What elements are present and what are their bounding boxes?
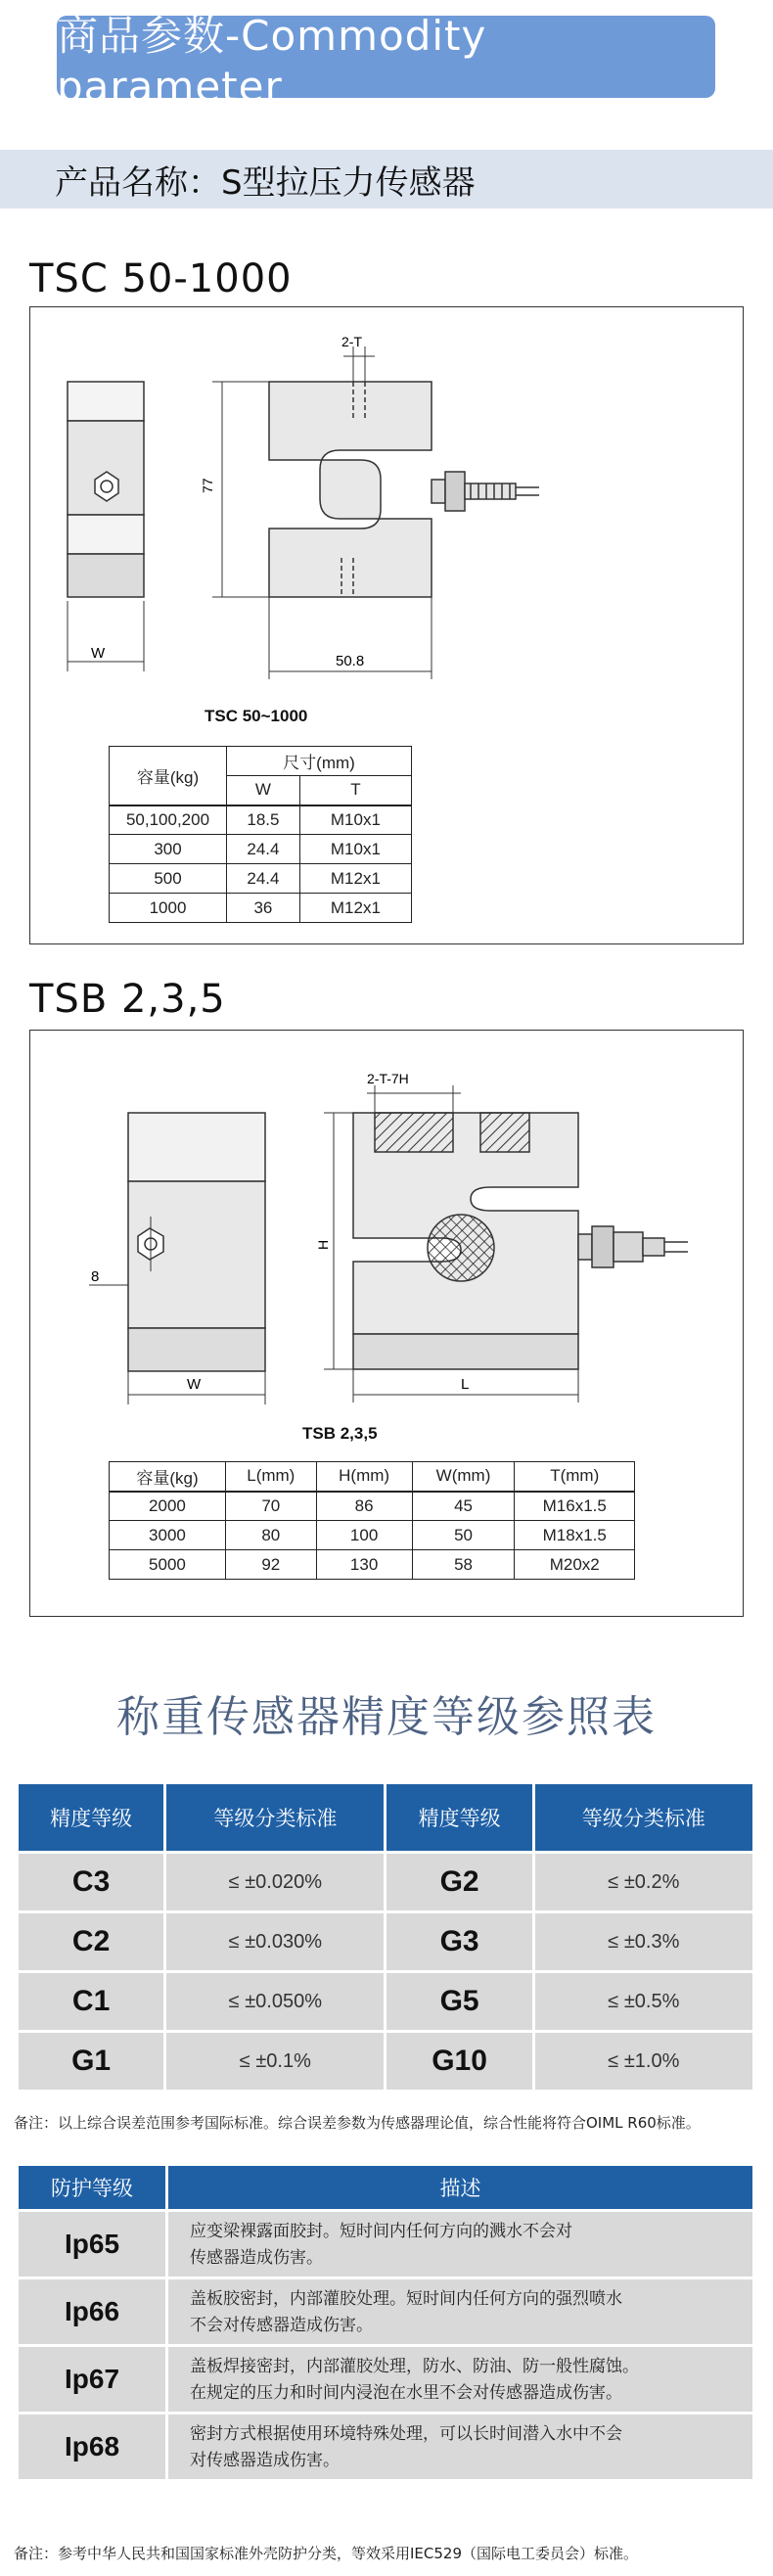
tsb-h-cell: 130 [316, 1550, 412, 1580]
protection-code: Ip66 [19, 2279, 165, 2344]
tsc-height-label: 77 [200, 478, 215, 493]
tsb-header-capacity: 容量(kg) [110, 1462, 226, 1492]
protection-grade-table [16, 2163, 755, 2482]
tsc-front-view [269, 382, 432, 597]
tsc-capacity-cell: 300 [110, 835, 227, 864]
tsb-side-view [128, 1113, 265, 1371]
tsb-hole-label: 8 [91, 1268, 100, 1285]
tsb-h-cell: 100 [316, 1521, 412, 1550]
tsc-capacity-cell: 50,100,200 [110, 805, 227, 835]
description-line: 不会对传感器造成伤害。 [190, 2316, 373, 2334]
tsb-width-label: W [187, 1376, 202, 1393]
table-row [19, 1913, 752, 1970]
protection-description [168, 2415, 752, 2479]
precision-grade-table [16, 1781, 755, 2093]
tsc-width-dimension [68, 601, 144, 671]
grade-code: G2 [386, 1854, 531, 1910]
table-row [110, 835, 412, 864]
protection-code: Ip65 [19, 2212, 165, 2277]
header-banner [57, 11, 715, 111]
protection-code: Ip68 [19, 2415, 165, 2479]
tsc-width-label: W [91, 645, 106, 662]
tsb-w-cell: 45 [412, 1492, 515, 1521]
grade-code: C1 [19, 1973, 163, 2030]
tsc-drawing [30, 307, 743, 718]
grade-code: C3 [19, 1854, 163, 1910]
tsc-header-size: 尺寸(mm) [227, 747, 412, 776]
tsb-header-l: L(mm) [225, 1462, 316, 1492]
grades-section-title: 称重传感器精度等级参照表 [116, 1692, 657, 1742]
tsb-spec-table [109, 1461, 635, 1580]
tsb-thread-label: 2-T-7H [367, 1071, 409, 1086]
tsb-l-cell: 92 [225, 1550, 316, 1580]
tsc-t-cell: M12x1 [299, 864, 411, 894]
table-row [110, 894, 412, 923]
product-name-bar [0, 150, 773, 208]
tsc-t-cell: M10x1 [299, 805, 411, 835]
grade-value: ≤ ±0.030% [166, 1913, 384, 1970]
grade-value: ≤ ±0.020% [166, 1854, 384, 1910]
table-row [19, 1973, 752, 2030]
tsb-l-cell: 70 [225, 1492, 316, 1521]
tsb-t-cell: M18x1.5 [515, 1521, 635, 1550]
table-row [110, 1550, 635, 1580]
table-row [110, 805, 412, 835]
protection-note: 备注：参考中华人民共和国国家标准外壳防护分类，等效采用IEC529（国际电工委员会）标准。 [14, 2545, 639, 2562]
tsc-header-capacity: 容量(kg) [110, 747, 227, 805]
tsc-w-cell: 18.5 [227, 805, 300, 835]
tsb-header-w: W(mm) [412, 1462, 515, 1492]
tsc-capacity-cell: 500 [110, 864, 227, 894]
grade-value: ≤ ±1.0% [535, 2033, 752, 2090]
description-line: 盖板焊接密封，内部灌胶处理，防水、防油、防一般性腐蚀。 [190, 2357, 639, 2375]
grade-value: ≤ ±0.050% [166, 1973, 384, 2030]
table-row [19, 2415, 752, 2479]
table-row [19, 2033, 752, 2090]
tsc-model-title: TSC 50-1000 [29, 256, 293, 301]
tsb-header-t: T(mm) [515, 1462, 635, 1492]
tsb-capacity-cell: 2000 [110, 1492, 226, 1521]
description-line: 对传感器造成伤害。 [190, 2451, 340, 2469]
tsc-capacity-cell: 1000 [110, 894, 227, 923]
tsc-t-cell: M12x1 [299, 894, 411, 923]
tsb-w-cell: 58 [412, 1550, 515, 1580]
tsb-caption: TSB 2,3,5 [302, 1424, 378, 1443]
grade-value: ≤ ±0.2% [535, 1854, 752, 1910]
tsb-h-cell: 86 [316, 1492, 412, 1521]
tsb-l-cell: 80 [225, 1521, 316, 1550]
grade-header: 精度等级 [19, 1784, 163, 1851]
product-name: 产品名称：S型拉压力传感器 [55, 162, 476, 203]
grade-value: ≤ ±0.5% [535, 1973, 752, 2030]
grade-header: 精度等级 [386, 1784, 531, 1851]
tsb-thread-dimension [367, 1085, 461, 1113]
protection-description [168, 2347, 752, 2412]
grade-code: G10 [386, 2033, 531, 2090]
tsc-w-cell: 24.4 [227, 835, 300, 864]
grade-value: ≤ ±0.1% [166, 2033, 384, 2090]
table-row [19, 2347, 752, 2412]
tsc-spec-table [109, 746, 412, 923]
table-row [19, 2279, 752, 2344]
description-line: 盖板胶密封，内部灌胶处理。短时间内任何方向的强烈喷水 [190, 2289, 622, 2308]
description-line: 在规定的压力和时间内浸泡在水里不会对传感器造成伤害。 [190, 2383, 622, 2402]
grade-code: C2 [19, 1913, 163, 1970]
tsb-header-h: H(mm) [316, 1462, 412, 1492]
tsc-caption: TSC 50~1000 [205, 707, 308, 725]
tsc-header-w: W [227, 776, 300, 805]
description-header: 描述 [168, 2166, 752, 2209]
tsb-cable-connector [578, 1226, 688, 1267]
tsc-side-view [68, 382, 144, 597]
grades-note: 备注：以上综合误差范围参考国际标准。综合误差参数为传感器理论值，综合性能将符合OIML R60标准。 [14, 2114, 701, 2132]
tsc-length-label: 50.8 [336, 653, 365, 669]
table-row [110, 1492, 635, 1521]
protection-header: 防护等级 [19, 2166, 165, 2209]
tsc-height-dimension [212, 382, 269, 597]
tsc-diagram-box [29, 306, 744, 944]
table-row [19, 1854, 752, 1910]
tsb-capacity-cell: 3000 [110, 1521, 226, 1550]
protection-description [168, 2279, 752, 2344]
tsb-w-cell: 50 [412, 1521, 515, 1550]
tsc-cable-connector [432, 472, 539, 511]
tsb-height-label: H [315, 1239, 331, 1250]
grade-standard-header: 等级分类标准 [535, 1784, 752, 1851]
grade-code: G1 [19, 2033, 163, 2090]
grade-standard-header: 等级分类标准 [166, 1784, 384, 1851]
tsc-header-t: T [299, 776, 411, 805]
tsc-t-cell: M10x1 [299, 835, 411, 864]
tsc-gap-label: 2-T [341, 334, 362, 349]
grade-code: G3 [386, 1913, 531, 1970]
description-line: 密封方式根据使用环境特殊处理，可以长时间潜入水中不会 [190, 2424, 622, 2443]
tsb-t-cell: M20x2 [515, 1550, 635, 1580]
grade-code: G5 [386, 1973, 531, 2030]
table-row [110, 1521, 635, 1550]
header-title: 商品参数-Commodity parameter [57, 11, 487, 111]
tsb-model-title: TSB 2,3,5 [29, 977, 226, 1022]
tsb-length-label: L [461, 1376, 470, 1393]
description-line: 应变梁裸露面胶封。短时间内任何方向的溅水不会对 [190, 2222, 572, 2240]
protection-description [168, 2212, 752, 2277]
protection-code: Ip67 [19, 2347, 165, 2412]
tsc-gap-dimension [343, 346, 375, 382]
tsc-w-cell: 36 [227, 894, 300, 923]
table-row [19, 2212, 752, 2277]
tsb-front-view [353, 1113, 578, 1369]
tsb-diagram-box [29, 1030, 744, 1617]
tsb-capacity-cell: 5000 [110, 1550, 226, 1580]
tsc-w-cell: 24.4 [227, 864, 300, 894]
grade-value: ≤ ±0.3% [535, 1913, 752, 1970]
tsb-drawing [30, 1031, 743, 1422]
description-line: 传感器造成伤害。 [190, 2248, 323, 2267]
table-row [110, 864, 412, 894]
tsb-t-cell: M16x1.5 [515, 1492, 635, 1521]
